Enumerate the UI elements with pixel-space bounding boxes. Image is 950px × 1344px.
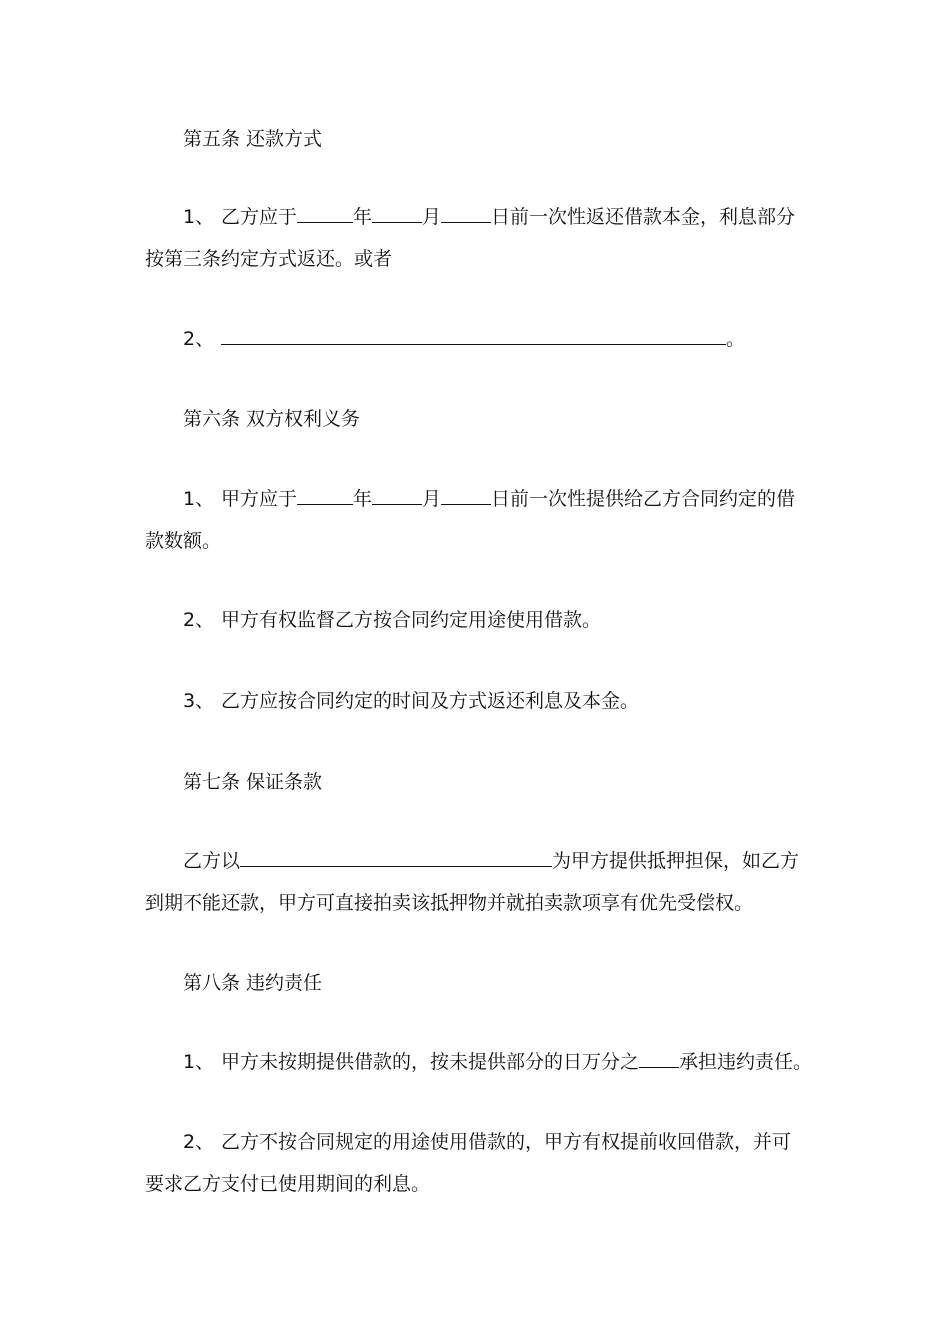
item-text: 乙方不按合同规定的用途使用借款的，甲方有权提前收回借款，并可	[221, 1131, 792, 1153]
rate-blank[interactable]	[639, 1049, 679, 1068]
item-number: 2、	[183, 609, 215, 631]
month-label: 月	[422, 206, 442, 228]
section-5-item-1-line-1	[183, 204, 795, 230]
other-method-blank[interactable]	[221, 326, 726, 345]
item-text: 乙方应按合同约定的时间及方式返还利息及本金。	[221, 690, 640, 712]
section-6-item-3	[183, 688, 639, 714]
section-8-item-1	[183, 1049, 812, 1075]
day-blank[interactable]	[441, 486, 491, 505]
item-number: 1、	[183, 206, 215, 228]
item-text: 甲方有权监督乙方按合同约定用途使用借款。	[221, 609, 602, 631]
section-7-heading: 第七条 保证条款	[183, 771, 323, 793]
para-text: 乙方以	[183, 850, 241, 872]
item-end: 。	[726, 328, 746, 350]
section-7-para-line-2: 到期不能还款，甲方可直接拍卖该抵押物并就拍卖款项享有优先受偿权。	[145, 892, 754, 914]
item-number: 3、	[183, 690, 215, 712]
section-5-heading: 第五条 还款方式	[183, 128, 323, 150]
item-number: 1、	[183, 488, 215, 510]
section-5-item-2	[183, 326, 745, 352]
section-8-item-2-line-1	[183, 1129, 791, 1155]
section-7-para-line-1	[183, 848, 799, 874]
year-label: 年	[353, 206, 373, 228]
item-text: 甲方未按期提供借款的，按未提供部分的日万分之	[221, 1051, 640, 1073]
section-6-heading: 第六条 双方权利义务	[183, 408, 361, 430]
month-label: 月	[422, 488, 442, 510]
item-text: 承担违约责任。	[679, 1051, 813, 1073]
month-blank[interactable]	[372, 486, 422, 505]
section-6-item-1-line-2: 款数额。	[145, 530, 222, 552]
section-6-item-1-line-1	[183, 486, 795, 512]
item-text: 日前一次性提供给乙方合同约定的借	[491, 488, 796, 510]
para-text: 为甲方提供抵押担保，如乙方	[552, 850, 800, 872]
year-blank[interactable]	[297, 204, 353, 223]
item-number: 2、	[183, 328, 215, 350]
item-number: 2、	[183, 1131, 215, 1153]
section-8-item-2-line-2: 要求乙方支付已使用期间的利息。	[145, 1173, 431, 1195]
day-blank[interactable]	[441, 204, 491, 223]
section-8-heading: 第八条 违约责任	[183, 972, 323, 994]
item-text: 甲方应于	[221, 488, 298, 510]
year-label: 年	[353, 488, 373, 510]
section-5-item-1-line-2: 按第三条约定方式返还。或者	[145, 248, 393, 270]
collateral-blank[interactable]	[240, 848, 552, 867]
month-blank[interactable]	[372, 204, 422, 223]
year-blank[interactable]	[297, 486, 353, 505]
section-6-item-2	[183, 607, 601, 633]
item-text: 乙方应于	[221, 206, 298, 228]
item-number: 1、	[183, 1051, 215, 1073]
item-text: 日前一次性返还借款本金，利息部分	[491, 206, 796, 228]
